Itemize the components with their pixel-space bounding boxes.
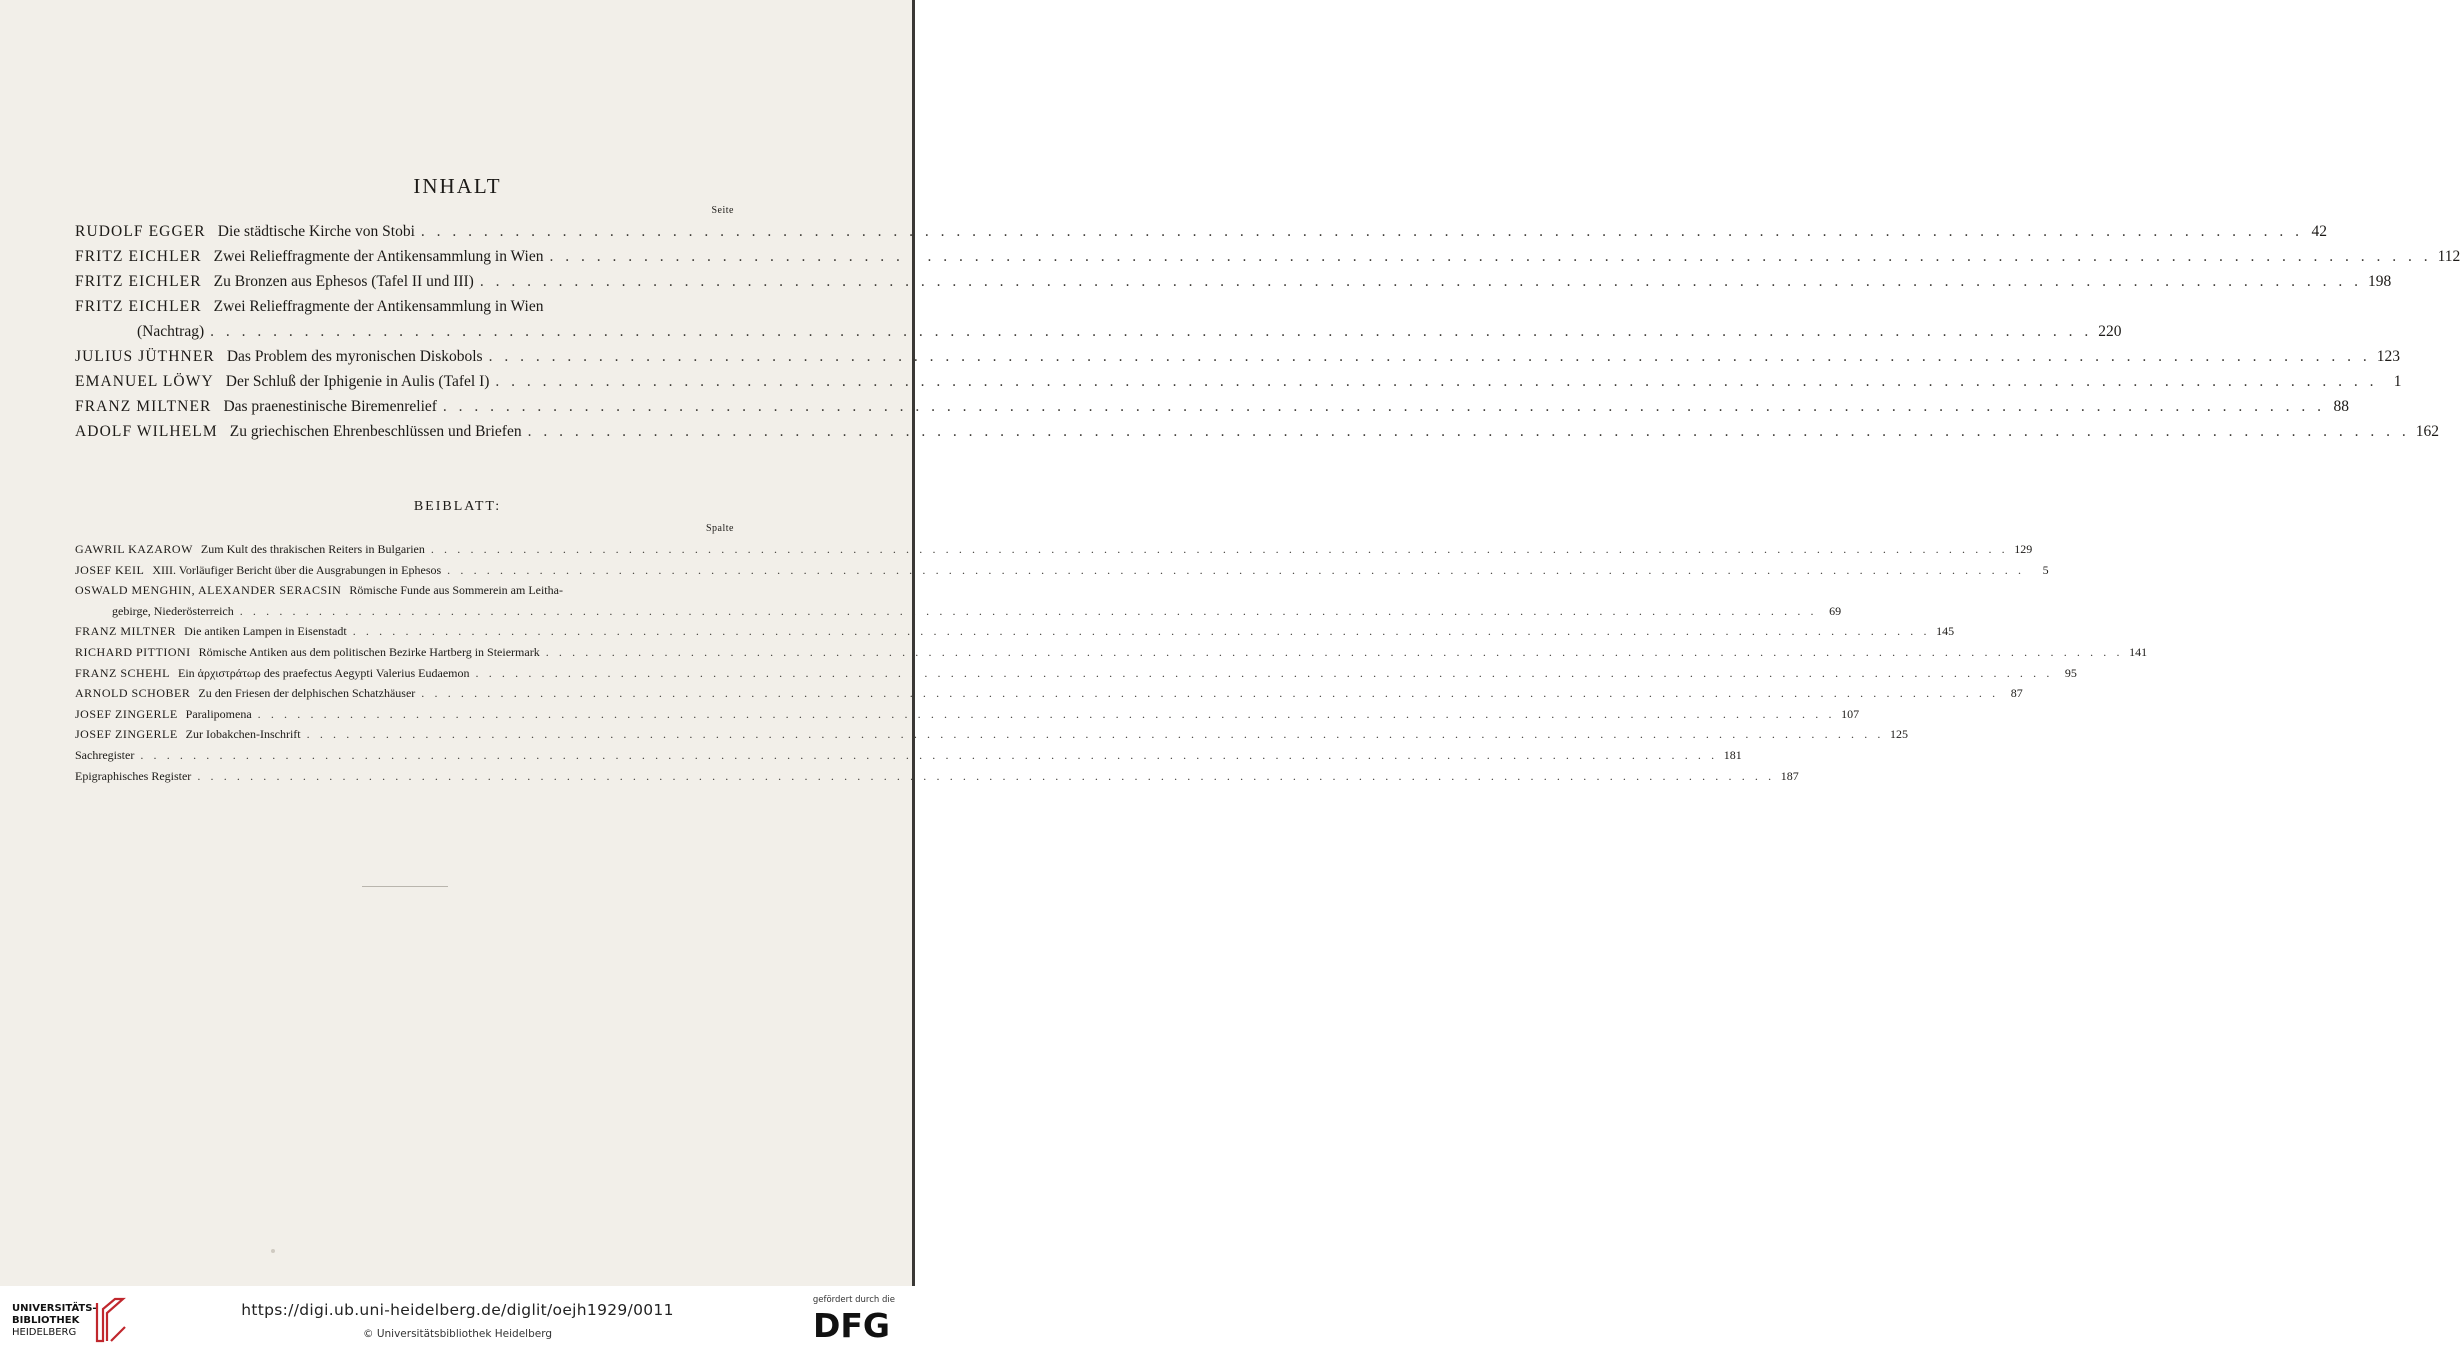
toc-page-number: 95 [2064, 665, 2077, 680]
toc-author: OSWALD MENGHIN, ALEXANDER SERACSIN [75, 583, 342, 598]
toc-title: Das Problem des myronischen Diskobols [226, 348, 483, 365]
toc-title: Zu den Friesen der delphischen Schatzhäuser [198, 686, 416, 701]
toc-title-continuation: (Nachtrag) [137, 323, 205, 340]
dfg-logo [811, 1306, 901, 1345]
toc-title: Zwei Relieffragmente der Antikensammlung in Wien [213, 298, 544, 315]
toc-page-number: 187 [1780, 768, 1799, 783]
toc-title: Ein ἀρχιστράτωρ des praefectus Aegypti Valerius Eudaemon [178, 665, 470, 680]
seite-label: Seite [711, 205, 734, 216]
toc-author: FRANZ MILTNER [75, 398, 212, 415]
toc-entry[interactable] [75, 423, 2439, 441]
toc-entry[interactable] [75, 562, 2049, 578]
toc-title: Zwei Relieffragmente der Antikensammlung in Wien [213, 248, 544, 265]
toc-author: FRANZ MILTNER [75, 624, 177, 639]
toc-title: Zu Bronzen aus Ephesos (Tafel II und III) [213, 273, 474, 290]
dfg-logo-text: DFG [813, 1306, 891, 1345]
toc-author: RUDOLF EGGER [75, 223, 206, 240]
beiblatt-heading: BEIBLATT: [413, 499, 502, 514]
leader-dots: . . . . . . . . . . . . . . . . . . . . . . . . . . . . . . . . . . . . . . . . . . . . . . . . . . . . . . . . . . . . . . . . . . . . . . . . . . . . . . . . . . . . . . . . . . . . . . . . . . . . . . . . . . . . . . . . . . . . . . . . [239, 603, 1818, 618]
toc-page-number: 107 [1841, 706, 1860, 721]
contents-heading: INHALT [413, 174, 502, 198]
leader-dots: . . . . . . . . . . . . . . . . . . . . . . . . . . . . . . . . . . . . . . . . . . . . . . . . . . . . . . . . . . . . . . . . . . . . . . . . . . . . . . . . . . . . . . . . . . . . . . . . . . . . . . . . . . . . . . . . . . . . . . . . [527, 423, 2410, 440]
toc-entry[interactable] [75, 542, 2033, 557]
leader-dots: . . . . . . . . . . . . . . . . . . . . . . . . . . . . . . . . . . . . . . . . . . . . . . . . . . . . . . . . . . . . . . . . . . . . . . . . . . . . . . . . . . . . . . . . . . . . . . . . . . . . . . . . . . . . . . . . . . . . . . . . [140, 748, 1718, 762]
leader-dots: . . . . . . . . . . . . . . . . . . . . . . . . . . . . . . . . . . . . . . . . . . . . . . . . . . . . . . . . . . . . . . . . . . . . . . . . . . . . . . . . . . . . . . . . . . . . . . . . . . . . . . . . . . . . . . . . . . . . . . . . [495, 373, 2378, 390]
toc-author: EMANUEL LÖWY [75, 373, 214, 390]
toc-author: JOSEF ZINGERLE [75, 727, 178, 742]
toc-entry[interactable] [75, 665, 2077, 681]
toc-entry[interactable] [75, 768, 1799, 784]
spalte-label: Spalte [706, 523, 734, 534]
toc-author: FRITZ EICHLER [75, 298, 202, 315]
library-line1: UNIVERSITÄTS- [12, 1303, 97, 1314]
leader-dots: . . . . . . . . . . . . . . . . . . . . . . . . . . . . . . . . . . . . . . . . . . . . . . . . . . . . . . . . . . . . . . . . . . . . . . . . . . . . . . . . . . . . . . . . . . . . . . . . . . . . . . . . . . . . . . . . . . . . . . . . [488, 348, 2371, 365]
toc-title: Die städtische Kirche von Stobi [217, 223, 415, 240]
leader-dots: . . . . . . . . . . . . . . . . . . . . . . . . . . . . . . . . . . . . . . . . . . . . . . . . . . . . . . . . . . . . . . . . . . . . . . . . . . . . . . . . . . . . . . . . . . . . . . . . . . . . . . . . . . . . . . . . . . . . . . . . [421, 686, 1999, 701]
toc-title: XIII. Vorläufiger Bericht über die Ausgrabungen in Ephesos [152, 562, 442, 577]
toc-page-number: 181 [1723, 748, 1742, 762]
toc-entry[interactable] [75, 298, 737, 316]
toc-entry[interactable] [75, 273, 2392, 291]
toc-title: Sachregister [75, 748, 135, 762]
toc-title: Die antiken Lampen in Eisenstadt [184, 624, 347, 639]
toc-author: RICHARD PITTIONI [75, 645, 191, 659]
toc-page-number: 129 [2014, 542, 2033, 556]
toc-page-number: 145 [1936, 624, 1955, 639]
toc-title: Zum Kult des thrakischen Reiters in Bulgarien [200, 542, 425, 556]
library-line2: BIBLIOTHEK [12, 1315, 80, 1326]
toc-page-number: 162 [2415, 423, 2439, 440]
library-line3: HEIDELBERG [12, 1327, 77, 1338]
toc-entry[interactable] [75, 248, 2460, 266]
toc-page-number: 69 [1829, 603, 1842, 618]
toc-title-continuation: gebirge, Niederösterreich [112, 603, 234, 618]
toc-title: Zu griechischen Ehrenbeschlüssen und Briefen [229, 423, 522, 440]
toc-page-number: 1 [2393, 373, 2402, 390]
permalink-url[interactable]: https://digi.ub.uni-heidelberg.de/diglit/oejh1929/0011 [241, 1301, 674, 1319]
leader-dots: . . . . . . . . . . . . . . . . . . . . . . . . . . . . . . . . . . . . . . . . . . . . . . . . . . . . . . . . . . . . . . . . . . . . . . . . . . . . . . . . . . . . . . . . . . . . . . . . . . . . . . . . . . . . . . . . . . . . . . . . [352, 624, 1931, 639]
leader-dots: . . . . . . . . . . . . . . . . . . . . . . . . . . . . . . . . . . . . . . . . . . . . . . . . . . . . . . . . . . . . . . . . . . . . . . . . . . . . . . . . . . . . . . . . . . . . . . . . . . . . . . . . . . . . . . . . . . . . . . . . [306, 727, 1885, 742]
toc-title: Römische Antiken aus dem politischen Bezirke Hartberg in Steiermark [198, 645, 540, 659]
toc-entry-continuation[interactable] [112, 603, 1842, 619]
leader-dots: . . . . . . . . . . . . . . . . . . . . . . . . . . . . . . . . . . . . . . . . . . . . . . . . . . . . . . . . . . . . . . . . . . . . . . . . . . . . . . . . . . . . . . . . . . . . . . . . . . . . . . . . . . . . . . . . . . . . . . . . [545, 645, 2124, 659]
toc-author: ADOLF WILHELM [75, 423, 218, 440]
toc-author: FRITZ EICHLER [75, 273, 202, 290]
leader-dots: . . . . . . . . . . . . . . . . . . . . . . . . . . . . . . . . . . . . . . . . . . . . . . . . . . . . . . . . . . . . . . . . . . . . . . . . . . . . . . . . . . . . . . . . . . . . . . . . . . . . . . . . . . . . . . . . . . . . . . . . [447, 562, 2025, 577]
toc-entry-continuation[interactable] [137, 323, 2122, 341]
toc-author: GAWRIL KAZAROW [75, 542, 193, 556]
leader-dots: . . . . . . . . . . . . . . . . . . . . . . . . . . . . . . . . . . . . . . . . . . . . . . . . . . . . . . . . . . . . . . . . . . . . . . . . . . . . . . . . . . . . . . . . . . . . . . . . . . . . . . . . . . . . . . . . . . . . . . . . [210, 323, 2093, 340]
leader-dots: . . . . . . . . . . . . . . . . . . . . . . . . . . . . . . . . . . . . . . . . . . . . . . . . . . . . . . . . . . . . . . . . . . . . . . . . . . . . . . . . . . . . . . . . . . . . . . . . . . . . . . . . . . . . . . . . . . . . . . . . [475, 665, 2053, 680]
copyright-text: © Universitätsbibliothek Heidelberg [362, 1328, 552, 1340]
toc-title: Zur Iobakchen-Inschrift [185, 727, 301, 742]
toc-author: FRITZ EICHLER [75, 248, 202, 265]
toc-author: ARNOLD SCHOBER [75, 686, 191, 701]
toc-title: Epigraphisches Register [75, 768, 192, 783]
toc-title: Römische Funde aus Sommerein am Leitha- [349, 583, 563, 598]
toc-page-number: 125 [1890, 727, 1909, 742]
toc-entry[interactable] [75, 373, 2402, 391]
toc-page-number: 5 [2042, 562, 2049, 577]
toc-page-number: 42 [2311, 223, 2328, 240]
toc-entry[interactable] [75, 727, 1909, 742]
toc-author: JOSEF ZINGERLE [75, 706, 178, 721]
end-rule [362, 886, 448, 887]
toc-page-number: 88 [2333, 398, 2350, 415]
leader-dots: . . . . . . . . . . . . . . . . . . . . . . . . . . . . . . . . . . . . . . . . . . . . . . . . . . . . . . . . . . . . . . . . . . . . . . . . . . . . . . . . . . . . . . . . . . . . . . . . . . . . . . . . . . . . . . . . . . . . . . . . [479, 273, 2362, 290]
toc-title: Der Schluß der Iphigenie in Aulis (Tafel I) [225, 373, 490, 390]
toc-author: JULIUS JÜTHNER [75, 348, 215, 365]
toc-entry[interactable] [75, 645, 2148, 660]
leader-dots: . . . . . . . . . . . . . . . . . . . . . . . . . . . . . . . . . . . . . . . . . . . . . . . . . . . . . . . . . . . . . . . . . . . . . . . . . . . . . . . . . . . . . . . . . . . . . . . . . . . . . . . . . . . . . . . . . . . . . . . . [442, 398, 2326, 415]
toc-entry[interactable] [75, 348, 2400, 366]
funding-note: gefördert durch die [812, 1295, 895, 1305]
toc-page-number: 123 [2376, 348, 2400, 365]
footer-bar [0, 1289, 915, 1352]
toc-entry[interactable] [75, 583, 737, 598]
leader-dots: . . . . . . . . . . . . . . . . . . . . . . . . . . . . . . . . . . . . . . . . . . . . . . . . . . . . . . . . . . . . . . . . . . . . . . . . . . . . . . . . . . . . . . . . . . . . . . . . . . . . . . . . . . . . . . . . . . . . . . . . [430, 542, 2009, 556]
toc-page-number: 220 [2098, 323, 2122, 340]
toc-entry[interactable] [75, 706, 1860, 722]
toc-title: Das praenestinische Biremenrelief [223, 398, 437, 415]
toc-page-number: 87 [2010, 686, 2023, 701]
toc-author: FRANZ SCHEHL [75, 665, 171, 680]
toc-entry[interactable] [75, 398, 2350, 416]
leader-dots: . . . . . . . . . . . . . . . . . . . . . . . . . . . . . . . . . . . . . . . . . . . . . . . . . . . . . . . . . . . . . . . . . . . . . . . . . . . . . . . . . . . . . . . . . . . . . . . . . . . . . . . . . . . . . . . . . . . . . . . . [420, 223, 2304, 240]
toc-page-number: 112 [2437, 248, 2460, 265]
toc-page-number: 141 [2129, 645, 2148, 659]
leader-dots: . . . . . . . . . . . . . . . . . . . . . . . . . . . . . . . . . . . . . . . . . . . . . . . . . . . . . . . . . . . . . . . . . . . . . . . . . . . . . . . . . . . . . . . . . . . . . . . . . . . . . . . . . . . . . . . . . . . . . . . . [257, 706, 1836, 721]
toc-entry[interactable] [75, 748, 1742, 763]
leader-dots: . . . . . . . . . . . . . . . . . . . . . . . . . . . . . . . . . . . . . . . . . . . . . . . . . . . . . . . . . . . . . . . . . . . . . . . . . . . . . . . . . . . . . . . . . . . . . . . . . . . . . . . . . . . . . . . . . . . . . . . . [549, 248, 2432, 265]
toc-entry[interactable] [75, 624, 1955, 639]
toc-author: JOSEF KEIL [75, 562, 145, 577]
toc-page-number: 198 [2367, 273, 2392, 290]
toc-entry[interactable] [75, 686, 2023, 701]
toc-title: Paralipomena [185, 706, 252, 721]
leader-dots: . . . . . . . . . . . . . . . . . . . . . . . . . . . . . . . . . . . . . . . . . . . . . . . . . . . . . . . . . . . . . . . . . . . . . . . . . . . . . . . . . . . . . . . . . . . . . . . . . . . . . . . . . . . . . . . . . . . . . . . . [197, 768, 1775, 783]
paper-speck [271, 1249, 275, 1253]
toc-entry[interactable] [75, 223, 2328, 241]
